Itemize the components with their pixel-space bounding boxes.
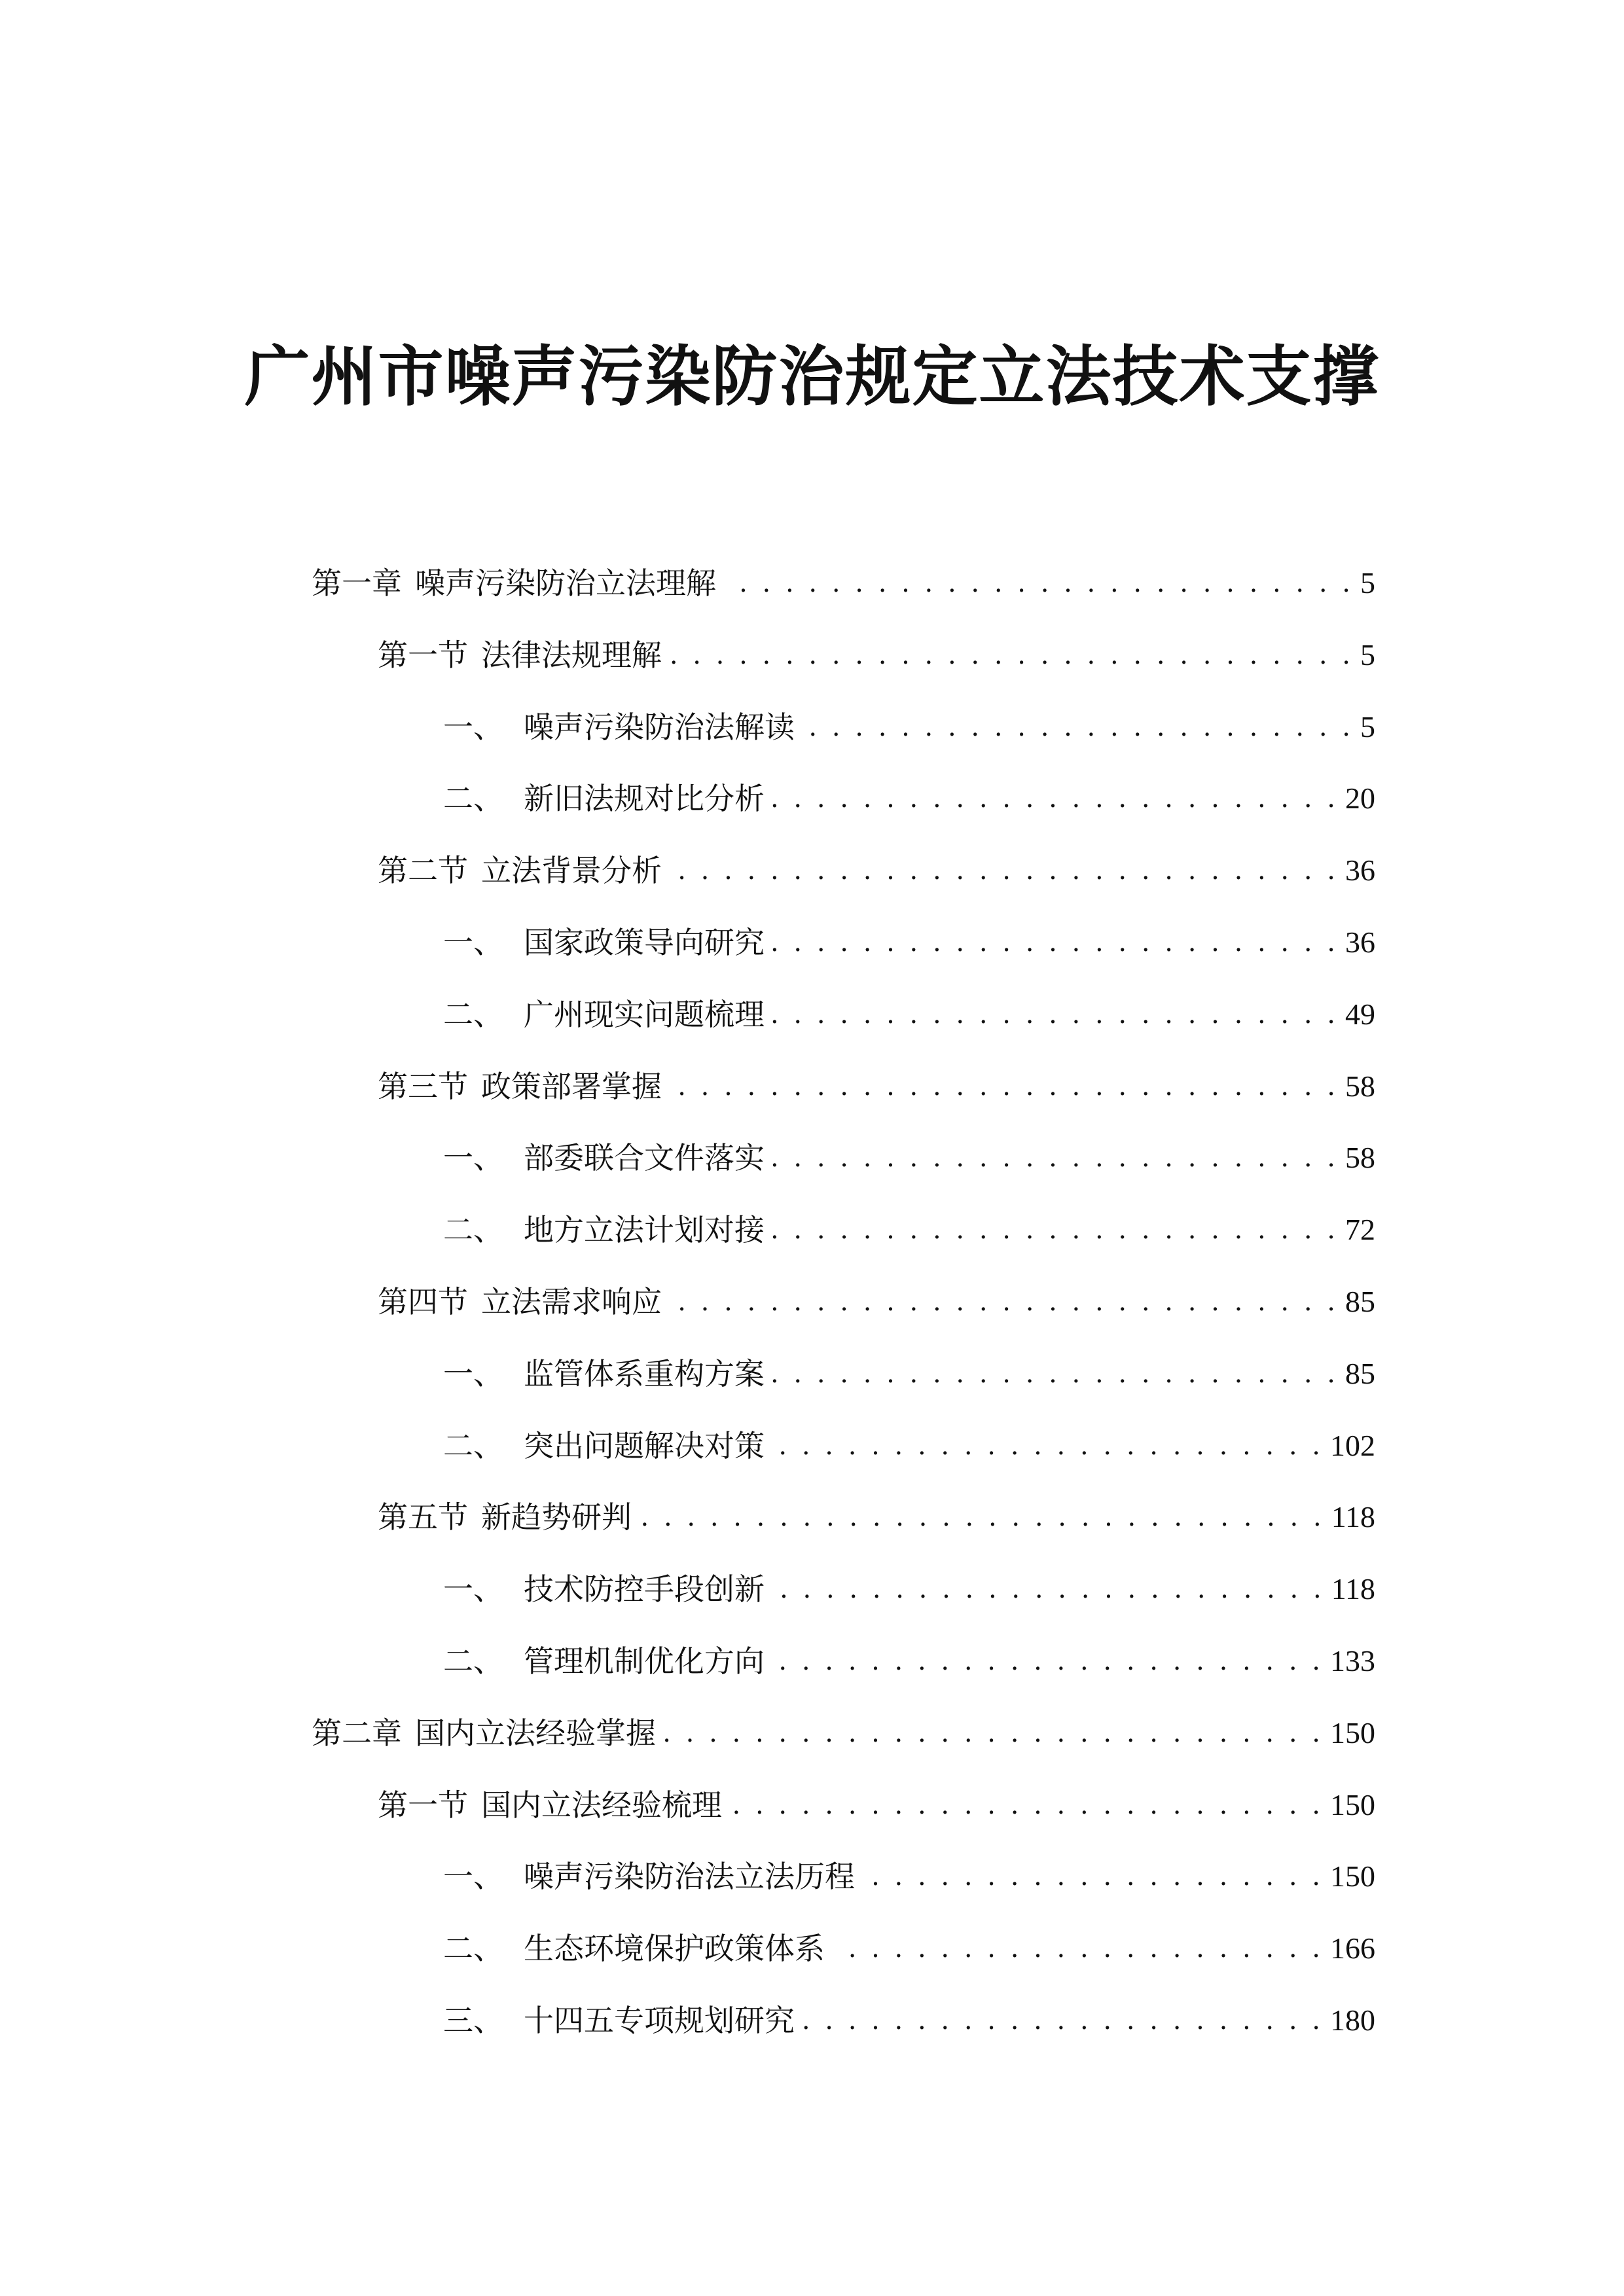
toc-entry-page-number: 36 [1345,925,1375,959]
toc-entry-page-number: 5 [1360,637,1375,672]
toc-entry-prefix: 第一节 [378,1787,468,1823]
toc-entry-label [378,636,662,675]
toc-entry-page-number: 118 [1331,1572,1375,1606]
toc-entry-text: 部委联合文件落实 [524,1140,765,1176]
toc-entry-page-number: 85 [1345,1356,1375,1390]
toc-entry-label [443,1570,765,1609]
toc-entry-label [378,1498,632,1537]
toc-entry[interactable] [443,988,1375,1034]
toc-entry-label [312,564,716,603]
toc-entry[interactable] [443,1922,1375,1968]
toc-entry-page-number: 102 [1330,1428,1375,1462]
toc-entry-page-number: 150 [1330,1859,1375,1893]
toc-entry-label [443,923,765,962]
toc-entry-prefix: 一、 [443,1140,503,1176]
toc-entry-label [443,779,765,818]
toc-entry-text: 十四五专项规划研究 [524,2003,795,2038]
dot-leader [668,1067,1339,1106]
toc-entry-label [378,851,662,890]
toc-entry-label [378,1067,662,1106]
dot-leader [638,1498,1325,1537]
toc-entry[interactable] [312,557,1375,603]
dot-leader [771,923,1339,962]
toc-entry-page-number: 150 [1330,1787,1375,1821]
dot-leader [729,1785,1324,1825]
dot-leader [723,564,1354,603]
toc-entry-text: 地方立法计划对接 [524,1212,765,1248]
toc-entry-text: 突出问题解决对策 [524,1427,765,1463]
toc-entry-label [443,1641,765,1681]
toc-entry-prefix: 一、 [443,1859,503,1895]
dot-leader [771,1138,1339,1177]
toc-entry-page-number: 20 [1345,781,1375,816]
toc-entry[interactable] [443,1348,1375,1393]
toc-entry-prefix: 二、 [443,781,503,817]
toc-entry-page-number: 58 [1345,1141,1375,1175]
dot-leader [668,1282,1339,1321]
toc-entry-prefix: 二、 [443,996,503,1032]
toc-entry-page-number: 72 [1345,1213,1375,1247]
toc-entry-text: 国内立法经验掌握 [415,1715,656,1751]
toc-entry-text: 政策部署掌握 [481,1068,662,1104]
toc-entry-label [378,1282,662,1321]
toc-entry-prefix: 二、 [443,1427,503,1463]
toc-entry[interactable] [443,1204,1375,1249]
toc-entry[interactable] [443,701,1375,747]
toc-entry-text: 噪声污染防治立法理解 [415,565,716,601]
toc-entry-prefix: 第一节 [378,637,468,673]
toc-entry-page-number: 166 [1330,1931,1375,1965]
dot-leader [668,636,1354,675]
toc-entry-label [443,995,765,1034]
toc-entry-label [443,1354,765,1393]
dot-leader [771,995,1339,1034]
toc-entry-page-number: 36 [1345,853,1375,888]
toc-entry[interactable] [443,916,1375,962]
toc-entry-prefix: 第一章 [312,565,402,601]
toc-entry-text: 国家政策导向研究 [524,925,765,960]
toc-entry-label [443,1426,765,1465]
toc-entry-page-number: 5 [1360,709,1375,744]
toc-entry-page-number: 133 [1330,1644,1375,1677]
toc-entry-text: 管理机制优化方向 [524,1643,765,1679]
toc-entry-text: 国内立法经验梳理 [481,1787,722,1823]
toc-entry[interactable] [378,1779,1375,1825]
toc-entry[interactable] [378,1491,1375,1537]
dot-leader [801,708,1354,747]
dot-leader [861,1857,1324,1896]
toc-entry[interactable] [378,844,1375,890]
toc-entry-page-number: 49 [1345,997,1375,1031]
dot-leader [771,1570,1325,1609]
toc-entry[interactable] [378,1276,1375,1321]
toc-entry-page-number: 180 [1330,2003,1375,2037]
toc-entry[interactable] [443,1420,1375,1465]
dot-leader [831,1929,1324,1968]
toc-entry-prefix: 第五节 [378,1499,468,1535]
toc-entry[interactable] [443,1850,1375,1896]
dot-leader [771,1354,1339,1393]
toc-entry-prefix: 一、 [443,1571,503,1607]
toc-entry-page-number: 118 [1331,1500,1375,1534]
toc-entry-prefix: 一、 [443,1355,503,1391]
toc-entry-text: 法律法规理解 [481,637,662,673]
toc-entry-text: 立法需求响应 [481,1284,662,1319]
toc-entry-prefix: 第二章 [312,1715,402,1751]
dot-leader [771,1210,1339,1249]
toc-entry-prefix: 第二节 [378,853,468,889]
toc-entry[interactable] [443,1994,1375,2040]
document-title: 广州市噪声污染防治规定立法技术支撑 [244,338,1380,415]
toc-entry-label [443,1929,825,1968]
toc-entry-text: 广州现实问题梳理 [524,996,765,1032]
toc-entry-label [378,1785,722,1825]
toc-entry-label [443,1857,855,1896]
toc-entry-text: 噪声污染防治法解读 [524,709,795,745]
dot-leader [668,851,1339,890]
toc-entry-label [443,2001,795,2040]
toc-entry-text: 噪声污染防治法立法历程 [524,1859,855,1895]
toc-entry-page-number: 85 [1345,1285,1375,1318]
toc-entry-label [443,1210,765,1249]
toc-entry-label [312,1713,656,1753]
toc-entry[interactable] [312,1707,1375,1753]
dot-leader [801,2001,1324,2040]
toc-entry-prefix: 第三节 [378,1068,468,1104]
dot-leader [771,779,1339,818]
toc-entry-page-number: 5 [1360,566,1375,600]
toc-entry[interactable] [443,1563,1375,1609]
toc-entry-text: 新趋势研判 [481,1499,632,1535]
toc-entry-prefix: 二、 [443,1931,503,1967]
toc-entry[interactable] [443,1635,1375,1681]
toc-entry-label [443,708,795,747]
toc-entry-text: 立法背景分析 [481,853,662,889]
toc-entry[interactable] [378,1060,1375,1106]
toc-entry[interactable] [443,1132,1375,1177]
toc-entry-text: 监管体系重构方案 [524,1355,765,1391]
toc-entry-text: 生态环境保护政策体系 [524,1931,825,1967]
toc-entry-prefix: 一、 [443,709,503,745]
toc-entry-page-number: 58 [1345,1069,1375,1103]
toc-entry-prefix: 一、 [443,925,503,960]
toc-entry[interactable] [378,629,1375,675]
toc-entry-text: 技术防控手段创新 [524,1571,765,1607]
toc-entry-prefix: 二、 [443,1643,503,1679]
toc-entry-prefix: 三、 [443,2003,503,2038]
toc-entry-page-number: 150 [1330,1715,1375,1749]
toc-entry-text: 新旧法规对比分析 [524,781,765,817]
toc-entry-label [443,1138,765,1177]
toc-entry[interactable] [443,772,1375,818]
dot-leader [771,1641,1324,1681]
toc-entry-prefix: 二、 [443,1212,503,1248]
dot-leader [662,1713,1324,1753]
dot-leader [771,1426,1324,1465]
toc-entry-prefix: 第四节 [378,1284,468,1319]
